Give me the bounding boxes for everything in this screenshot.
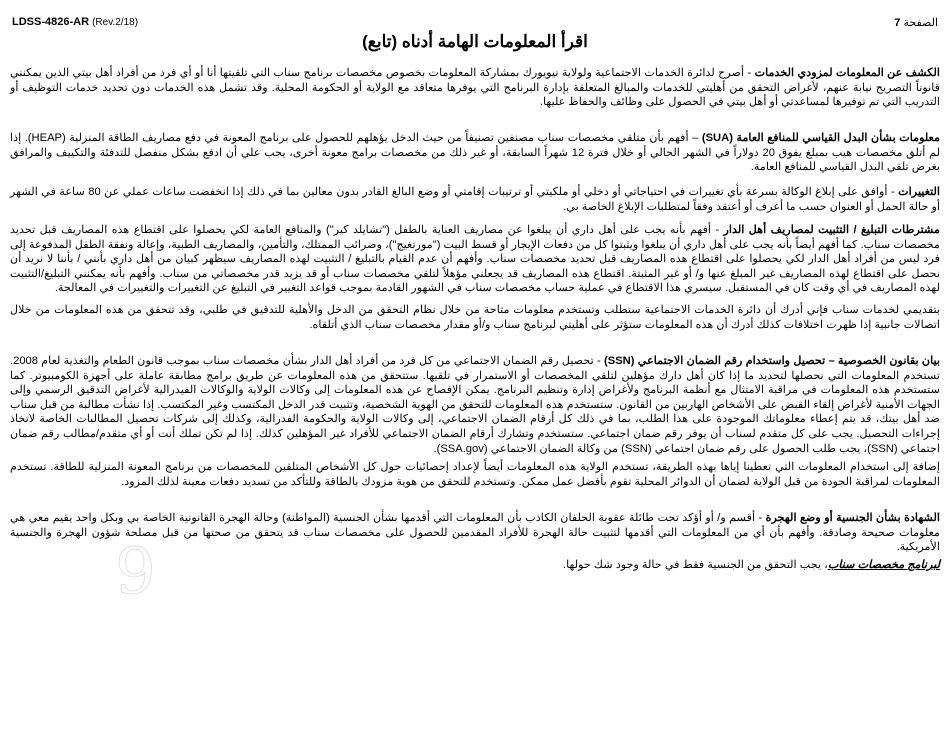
paragraph-lead: مشترطات التبليغ / التثبيت لمصاريف أهل الدار <box>723 224 940 236</box>
paragraph-sua <box>10 131 940 175</box>
paragraph-lead: لبرنامج مخصصات سناب <box>827 559 940 571</box>
form-number: LDSS-4826-AR <box>12 16 90 28</box>
form-id <box>12 16 138 28</box>
paragraph-disclosure <box>10 66 940 110</box>
paragraph-body: ، يجب التحقق من الجنسية فقط في حالة وجود شك حولها. <box>563 559 828 571</box>
page-watermark: 9 <box>115 535 156 609</box>
paragraph-body: - أفهم بأنه يجب على أهل داري أن يبلغوا عن مصاريف العناية بالطفل ("تشايلد كير") والمنافع العامة لكي يحصلوا على اقتطاع هذه المصاريف قبل تحديد مخصصات سناب. كما أفهم أيضاً بأنه يجب على أهل داري أن يبلغوا ويثبتوا كل من دفعات الإيجار أو قسط البيت ("مورتغيج")، وضرائب الممتلك، والتأمين، والمصاريف الطبية، وإعالة ونفقة الطفل المدفوعة إلى فرد ليس من أفراد أهل الدار لكي يحصلوا على اقتطاع هذه المصاريف قبل تحديد مخصصات سناب. وأفهم أن عدم القيام بالتبليغ / التثبيت لهذه المصاريف سيظهر كبيان من أهل داري بأنني / بأننا لا نريد أن نحصل على اقتطاع لهذه المصاريف غير المبلغ عنها و/ أو غير المثبتة. اقتطاع هذه المصاريف قد يجعلني مؤهلاً لتلقي مخصصات سناب أو قد يزيد قدر مخصصاتي من سناب. وأفهم بأنه يمكنني التبليغ/التثبيت لهذه المصاريف في أي وقت كان في المستقبل. سيسري هذا الاقتطاع في عملية حساب مخصصات سناب في الشهور القادمة بموجب قواعد التغيير في التبليغ عن التغييرات والتغييرات في المعالجة. <box>10 224 940 295</box>
paragraph-lead: الكشف عن المعلومات لمزودي الخدمات <box>754 67 940 79</box>
paragraph-statistics <box>10 460 940 489</box>
paragraph-privacy-ssn <box>10 354 940 456</box>
paragraph-changes <box>10 185 940 214</box>
page-title: اقرأ المعلومات الهامة أدناه (تابع) <box>362 32 588 51</box>
page-number-value: 7 <box>894 17 901 29</box>
paragraph-body: – أفهم بأن متلقي مخصصات سناب مصنفين تصنيفاً من حيث الدخل يؤهلهم للحصول على برنامج المعونة في دفع مصاريف الطاقة المنزلية (HEAP). إذا لم أتلق مخصصات هيب بمبلغ يفوق 20 دولاراً في الشهر الحالي أو خلال فترة 12 شهراً السابقة، أو غير ذلك من مخصصات برامج معونة أخرى، يجب علي أن ادفع بشكل منفصل للتدفئة والتكييف والمرافق بغرض تلقي البدل القياسي للمنافع العامة. <box>10 132 940 174</box>
paragraph-lead: بيان بقانون الخصوصية – تحصيل واستخدام رقم الضمان الاجتماعي (SSN) <box>604 355 940 367</box>
paragraph-lead: الشهادة بشأن الجنسية أو وضع الهجرة <box>765 512 940 524</box>
paragraph-body: - تحصيل رقم الضمان الاجتماعي من كل فرد من أفراد أهل الدار بشأن مخصصات سناب بموجب قانون الطعام والتغذية لعام 2008. تستخدم المعلومات التي نحصلها لتحديد ما إذا كان أهل دارك مؤهلين لتلقي المخصصات أو الاستمرار في تلقيها. ستتحقق من هذه المعلومات عن طريق برامج مطابقة عاملة على أجهزة الكومبيوتر. كما ستستخدم هذه المعلومات في مراقبة الامتثال مع أنظمة البرنامج ولأغراض إدارة وتنظيم البرنامج. يمكن الإفصاح عن هذه المعلومات إلى وكالات الولاية والوكالات الفيدرالية لأغراض التدقيق الرسمي وإلى الجهات الأمنية لأغراض إلقاء القبض على الأشخاص الهاربين من القانون. ستستخدم هذه المعلومات للتحقق من الهوية الشخصية، وتثبيت قدر الدخل المكتسب وغير المكتسب. إذا نشأت مطالبة من قبل سناب ضد أهل بيتك، قد يتم إعطاء معلوماتك الموجودة على هذا الطلب، بما في ذلك كل أرقام الضمان الاجتماعي، إلى وكالات الولاية والحكومة الفدرالية، وكذلك إلى شركات تحصيل المطالبات الخاصة لاتخاذ إجراءات التحصيل. يجب على كل متقدم لسناب أن يوفر رقم ضمان اجتماعي. ستستخدم وتشارك أرقام الضمان الاجتماعي للأفراد غير المؤهلين كذلك. إذا لم تكن تملك أنت أو أي متقدم/مطالب رقم ضمان اجتماعي (SSN)، يجب طلب الحصول على رقم ضمان اجتماعي (SSN) من وكالة الضمان الاجتماعي (SSA.gov). <box>10 355 940 455</box>
form-revision: (Rev.2/18) <box>92 17 139 28</box>
paragraph-expenses <box>10 223 940 296</box>
page-number <box>894 16 938 29</box>
paragraph-body: إضافة إلى استخدام المعلومات التي تعطينا إياها بهذه الطريقة، تستخدم الولاية هذه المعلومات أيضاً لإعداد إحصائيات حول كل الأشخاص المتلقين للمخصصات من برنامج المعونة المنزلية للطاقة. تستخدم المعلومات لمراقبة الجودة من قبل الولاية لضمان أن الدوائر المحلية تقوم بأفضل عمل ممكن. وتستخدم للتحقق من هوية مزودك بالطاقة وللتأكد من تسديد دفعات معينة لذلك المزود. <box>10 461 940 488</box>
paragraph-body: بتقديمي لخدمات سناب فإني أدرك أن دائرة الخدمات الاجتماعية ستطلب وتستخدم معلومات متاحة من خلال نظام التحقق من الدخل والأهلية للتدقيق في طلبي، وقد تتحقق من هذه المعلومات من خلال اتصالات جانبية إذا ظهرت اختلافات كذلك أدرك أن هذه المعلومات ستؤثر على أهليتي لبرنامج سناب و/أو مقدار مخصصات سناب الذي أتلقاه. <box>10 304 940 331</box>
page-label: الصفحة <box>903 17 938 29</box>
paragraph-lead: التغييرات <box>898 186 940 198</box>
paragraph-lead: معلومات بشأن البدل القياسي للمنافع العامة (SUA) <box>701 132 941 144</box>
paragraph-body: - أصرح لدائرة الخدمات الاجتماعية ولولاية نيويورك بمشاركة المعلومات بخصوص مخصصات برنامج سناب التي تلقيتها أنا أو أي فرد من أفراد أهل بيتي الذين يمكنني قانوناً التصريح نيابة عنهم، لأغراض التحقق من أهليتي للخدمات والمبالغ المتعلقة بإدارة البرنامج التي يوفرها متعاقد مع الولاية أو الحكومة المحلية. وقد تشمل هذه الخدمات دون تحديد خدمات التوظيف أو التدريب التي تم توفيرها لمساعدتي أو أهل بيتي في الحصول على وظائف والحفاظ عليها. <box>10 67 940 109</box>
paragraph-body: - أقسم و/ أو أؤكد تحت طائلة عقوبة الحلفان الكاذب بأن المعلومات التي أقدمها بشأن الجنسية (المواطنة) وحالة الهجرة القانونية الخاصة بي وبكل واحد يقيم معي هي معلومات صحيحة وصادقة. وأفهم بأن أي من المعلومات التي أقدمها لتثبيت حالة الهجرة للأفراد المقدمين للحصول على مخصصات سناب قد يتحقق من صحتها من قبل مصلحة شؤون الهجرة والجنسية الأمريكية. <box>10 512 940 554</box>
paragraph-verification <box>10 303 940 332</box>
paragraph-body: - أوافق على إبلاغ الوكالة بسرعة بأي تغييرات في احتياجاتي أو دخلي أو ملكيتي أو ترتيبات إقامتي أو وضع البالغ القادر بدون معالين بما في ذلك إذا انخفضت ساعات عملي عن 80 ساعة في الشهر أو حالة الحمل أو العنوان حسب ما أعرف أو أعتقد وفقاً لمتطلبات الإبلاغ الخاصة بي. <box>10 186 940 213</box>
